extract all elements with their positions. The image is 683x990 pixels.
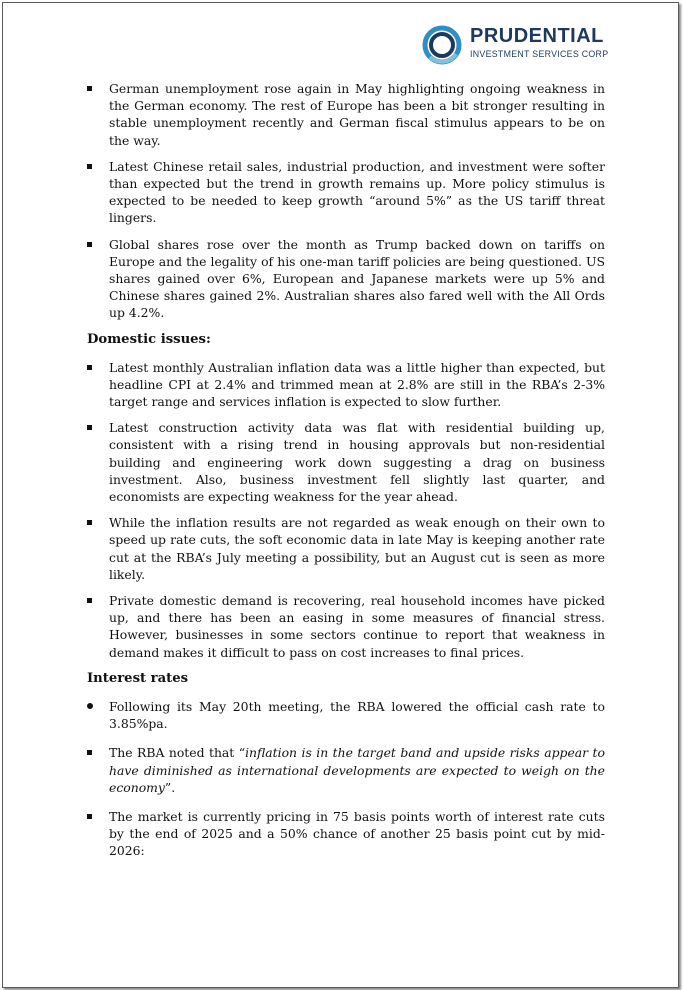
- logo-subtitle-text: INVESTMENT SERVICES CORP: [470, 49, 609, 59]
- list-item: Latest Chinese retail sales, industrial production, and investment were softer than expected but the trend in growth remains up. More policy stimulus is expected to be needed to keep growth “around 5%” as the US tariff threat lingers.: [87, 158, 605, 227]
- list-item: Private domestic demand is recovering, real household incomes have picked up, and there has been an easing in some measures of financial stress. However, businesses in some sectors continue to report that weakness in demand makes it difficult to pass on cost increases to final prices.: [87, 592, 605, 661]
- domestic-issues-heading: Domestic issues:: [87, 331, 211, 347]
- list-item: Following its May 20th meeting, the RBA lowered the official cash rate to 3.85%pa.: [87, 698, 605, 732]
- company-logo: [422, 23, 609, 67]
- document-page: [2, 2, 679, 988]
- square-bullet-icon: [87, 814, 92, 819]
- square-bullet-icon: [87, 425, 92, 430]
- list-item: While the inflation results are not regarded as weak enough on their own to speed up rate cuts, the soft economic data in late May is keeping another rate cut at the RBA’s July meeting a possibility, but an August cut is seen as more likely.: [87, 514, 605, 583]
- list-item: Latest construction activity data was flat with residential building up, consistent with a rising trend in housing approvals but non-residential building and engineering work down suggesting a drag on business investment. Also, business investment fell slightly last quarter, and economists are expecting weakness for the year ahead.: [87, 419, 605, 505]
- square-bullet-icon: [87, 86, 92, 91]
- round-bullet-icon: [87, 703, 93, 709]
- square-bullet-icon: [87, 520, 92, 525]
- square-bullet-icon: [87, 164, 92, 169]
- list-item: Global shares rose over the month as Trump backed down on tariffs on Europe and the legality of his one-man tariff policies are being questioned. US shares gained over 6%, European and Japanese markets were up 5% and Chinese shares gained 2%. Australian shares also fared well with the All Ords up 4.2%.: [87, 236, 605, 322]
- square-bullet-icon: [87, 750, 92, 755]
- rba-quote: inflation is in the target band and upside risks appear to have diminished as international developments are expected to weigh on the economy: [109, 745, 605, 795]
- interest-bullet-list: [87, 698, 605, 860]
- list-item: The RBA noted that “inflation is in the target band and upside risks appear to have diminished as international developments are expected to weigh on the economy”.: [87, 744, 605, 796]
- interest-rates-heading: Interest rates: [87, 670, 189, 686]
- square-bullet-icon: [87, 365, 92, 370]
- square-bullet-icon: [87, 242, 92, 247]
- square-bullet-icon: [87, 598, 92, 603]
- global-bullet-list: [87, 80, 605, 322]
- document-body: [87, 80, 605, 869]
- list-item: The market is currently pricing in 75 basis points worth of interest rate cuts by the end of 2025 and a 50% chance of another 25 basis point cut by mid-2026:: [87, 808, 605, 860]
- list-item: German unemployment rose again in May highlighting ongoing weakness in the German economy. The rest of Europe has been a bit stronger resulting in stable unemployment recently and German fiscal stimulus appears to be on the way.: [87, 80, 605, 149]
- list-item: Latest monthly Australian inflation data was a little higher than expected, but headline CPI at 2.4% and trimmed mean at 2.8% are still in the RBA’s 2-3% target range and services inflation is expected to slow further.: [87, 359, 605, 411]
- domestic-bullet-list: [87, 359, 605, 661]
- logo-brand-text: PRUDENTIAL: [470, 25, 604, 47]
- logo-ring-icon: [422, 24, 466, 68]
